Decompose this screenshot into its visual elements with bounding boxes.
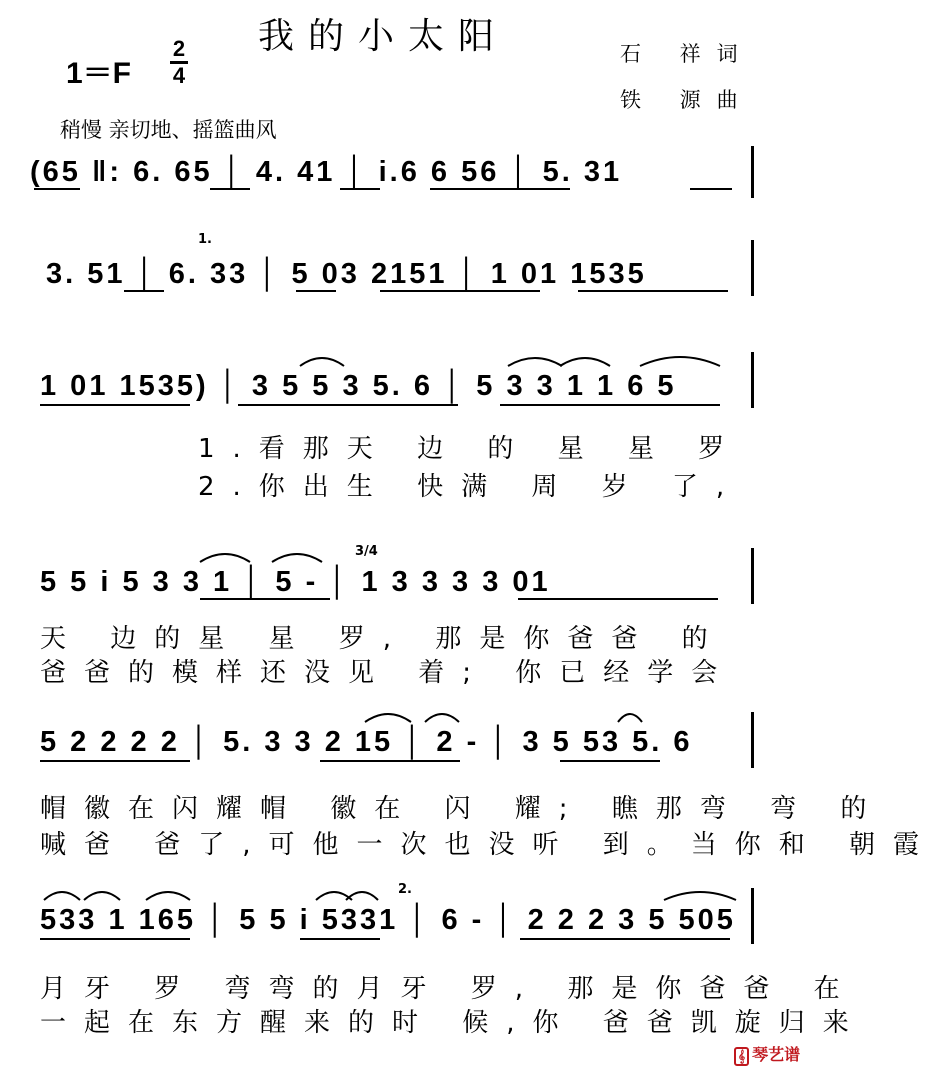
lyric-row-4-verse-1: 天 边的星 星 罗, 那是你爸爸 的 — [40, 624, 726, 654]
slur-arc — [300, 358, 344, 366]
lyricist: 石 祥词 — [620, 42, 754, 66]
tempo-marking: 稍慢 亲切地、摇篮曲风 — [60, 118, 277, 142]
slur-arc — [508, 358, 562, 366]
volta-second-ending: 2. — [398, 882, 412, 897]
slur-arc — [272, 554, 322, 562]
lyric-row-5-verse-2: 喊爸 爸了,可他一次也没听 到。当你和 朝霞 — [40, 830, 937, 860]
lyric-row-6-verse-2: 一起在东方醒来的时 候,你 爸爸凯旋归来 — [40, 1008, 867, 1038]
lyric-row-4-verse-2: 爸爸的模样还没见 着; 你已经学会 — [40, 658, 736, 688]
volta-first-ending: 1. — [198, 232, 212, 247]
slur-arc — [84, 892, 120, 900]
slur-arc — [44, 892, 80, 900]
watermark-logo — [734, 1042, 800, 1066]
slur-arc — [560, 358, 610, 366]
notation-row-6: 533 1 165 │ 5 5 i 5331 │ 6 - │ 2 2 2 3 5 505 — [40, 904, 736, 936]
lyric-row-3-verse-2: 2.你出生 快满 周 岁 了, — [198, 472, 743, 502]
slur-arc — [200, 554, 250, 562]
slur-arc — [365, 714, 411, 722]
notation-row-3: 1 01 1535) │ 3 5 5 3 5. 6 │ 5 3 3 1 1 6 5 — [40, 370, 677, 402]
time-change-3-4: 3/4 — [355, 544, 378, 559]
notation-row-2: 3. 51 │ 6. 33 │ 5 03 2151 │ 1 01 1535 — [46, 258, 647, 290]
notation-row-4: 5 5 i 5 3 3 1 │ 5 - │ 1 3 3 3 3 01 — [40, 566, 551, 598]
notation-row-5: 5 2 2 2 2 │ 5. 3 3 2 15 │ 2 - │ 3 5 53 5. 6 — [40, 726, 693, 758]
notation-row-1: (65 ‖: 6. 65 │ 4. 41 │ i.6 6 56 │ 5. 31 — [30, 156, 623, 188]
composer: 铁 源曲 — [620, 88, 754, 112]
song-title: 我的小太阳 — [258, 16, 509, 57]
slur-arc — [146, 892, 190, 900]
time-signature-bottom: 4 — [172, 63, 186, 88]
key-signature: 1＝F — [66, 57, 132, 90]
time-signature-top: 2 — [172, 36, 186, 61]
slur-arc — [425, 714, 459, 722]
lyric-row-5-verse-1: 帽徽在闪耀帽 徽在 闪 耀; 瞧那弯 弯 的 — [40, 794, 885, 824]
lyric-row-6-verse-1: 月牙 罗 弯弯的月牙 罗, 那是你爸爸 在 — [40, 974, 858, 1004]
slur-arc — [618, 714, 642, 722]
slur-arc — [640, 357, 720, 366]
slur-arc — [664, 892, 736, 900]
lyric-row-3-verse-1: 1.看那天 边 的 星 星 罗 — [198, 434, 743, 464]
logo-mark-icon: 𝄞 — [734, 1047, 749, 1066]
watermark-text: 琴艺谱 — [752, 1045, 801, 1064]
